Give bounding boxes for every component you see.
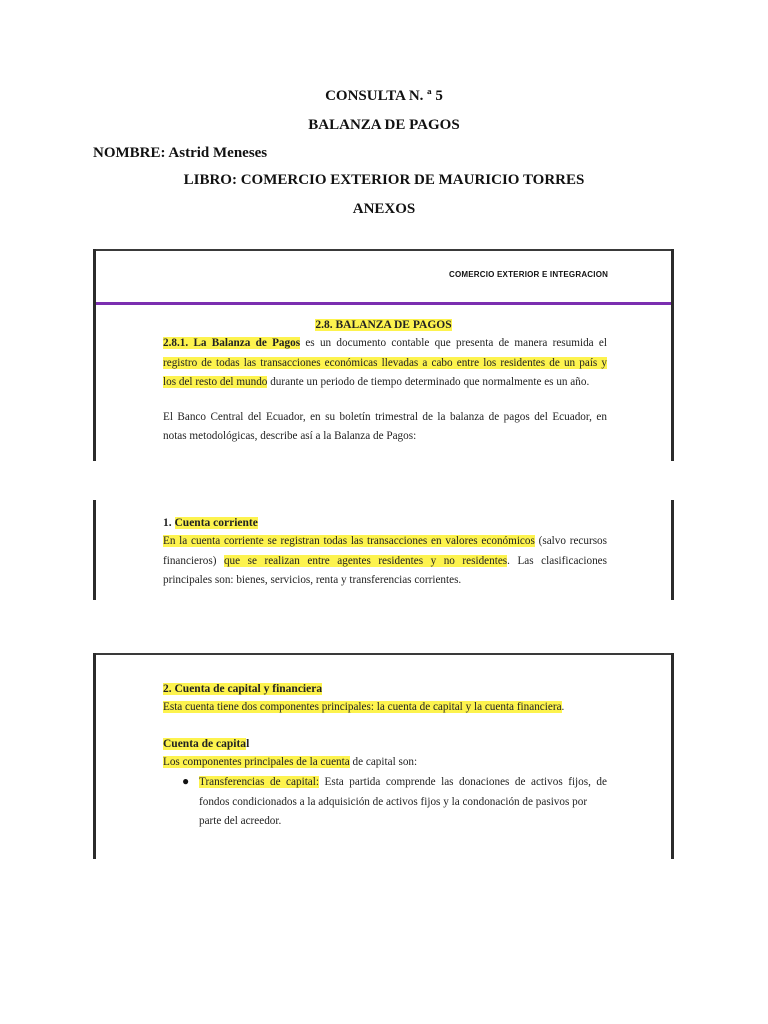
frame-top-line <box>96 249 671 251</box>
paragraph-2-line-2: notas metodológicas, describe así a la Balanza de Pagos: <box>163 430 417 442</box>
bullet-icon: ● <box>182 774 190 788</box>
paragraph-line-1: En la cuenta corriente se registran todas las transacciones en valores económicos (salvo recursos <box>163 535 607 547</box>
student-name: NOMBRE: Astrid Meneses <box>93 145 268 161</box>
book-reference: LIBRO: COMERCIO EXTERIOR DE MAURICIO TORRES <box>183 172 585 188</box>
document-number: CONSULTA N. ª 5 <box>325 88 443 104</box>
section-heading: 2. Cuenta de capital y financiera <box>163 683 323 695</box>
paragraph-1-line-2: registro de todas las transacciones económicas llevadas a cabo entre los residentes de un país y <box>163 357 607 369</box>
paragraph-line-2: financieros) que se realizan entre agentes residentes y no residentes. Las clasificaciones <box>163 555 607 567</box>
paragraph-line-3: principales son: bienes, servicios, renta y transferencias corrientes. <box>163 574 462 586</box>
book-running-header: COMERCIO EXTERIOR E INTEGRACION <box>449 270 609 279</box>
paragraph-line-2: Los componentes principales de la cuenta de capital son: <box>163 756 418 768</box>
section-heading: 1. Cuenta corriente <box>163 517 258 529</box>
subsection-heading: Cuenta de capital <box>163 738 250 750</box>
excerpt-cuenta-corriente <box>93 500 674 600</box>
header-divider <box>96 302 671 305</box>
document-topic: BALANZA DE PAGOS <box>308 117 460 133</box>
paragraph-1-line-1: 2.8.1. La Balanza de Pagos es un documento contable que presenta de manera resumida el <box>163 337 607 349</box>
excerpt-cuenta-de-capital <box>93 653 674 859</box>
paragraph-2-line-1: El Banco Central del Ecuador, en su boletín trimestral de la balanza de pagos del Ecuador, en <box>163 411 607 423</box>
section-title: 2.8. BALANZA DE PAGOS <box>315 319 452 331</box>
excerpt-balanza-de-pagos <box>93 249 674 461</box>
bullet-line-3: parte del acreedor. <box>199 815 282 827</box>
annexes-heading: ANEXOS <box>352 201 416 217</box>
frame-top-line <box>96 653 671 655</box>
bullet-line-1: Transferencias de capital: Esta partida comprende las donaciones de activos fijos, de <box>199 776 607 788</box>
bullet-line-2: fondos condicionados a la adquisición de activos fijos y la condonación de pasivos por <box>199 796 588 808</box>
paragraph-1-line-3: los del resto del mundo durante un periodo de tiempo determinado que normalmente es un año. <box>163 376 590 388</box>
paragraph-line-1: Esta cuenta tiene dos componentes principales: la cuenta de capital y la cuenta financiera. <box>163 701 565 713</box>
